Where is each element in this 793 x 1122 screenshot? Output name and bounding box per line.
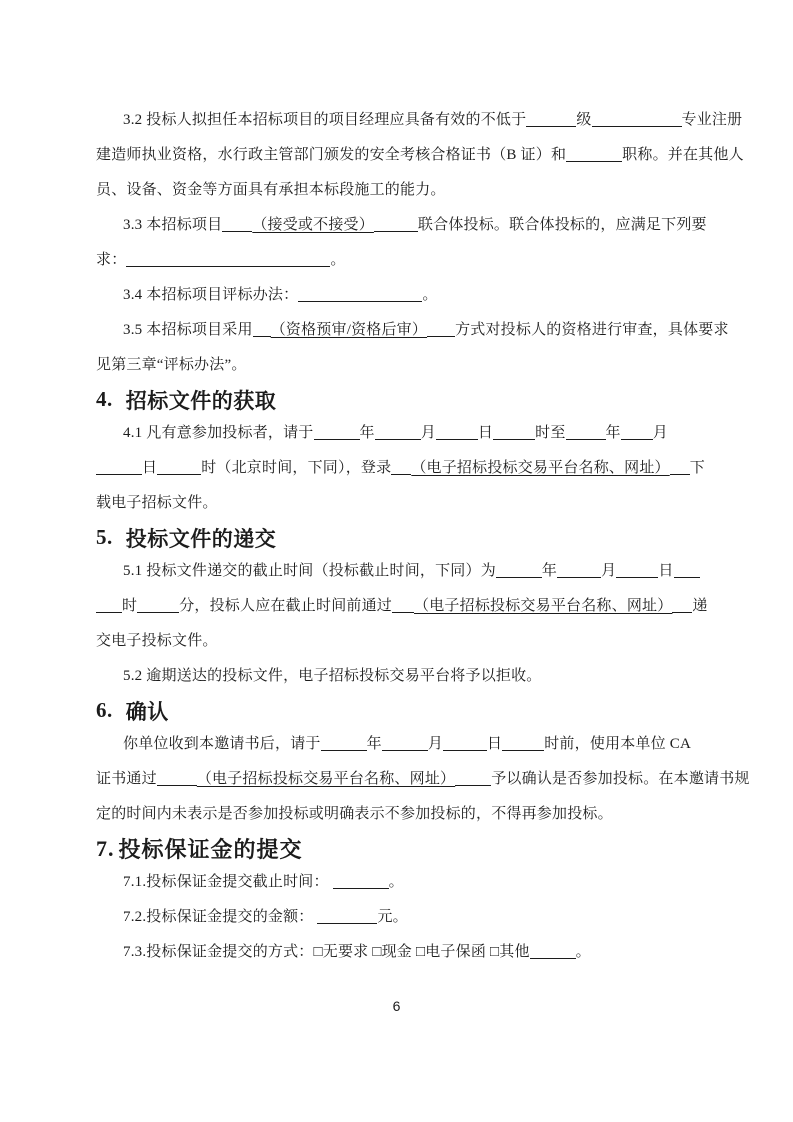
text-run: 求：	[96, 252, 127, 268]
blank-field	[672, 600, 692, 613]
checkbox-icon: □	[490, 944, 500, 960]
text-run: 证书通过	[96, 771, 157, 787]
clause-6-line	[96, 797, 697, 832]
heading-text: 招标文件的获取	[125, 388, 277, 413]
text-run: 月	[601, 563, 617, 579]
underlined-placeholder-text: （电子招标投标交易平台名称、网址）	[414, 598, 673, 614]
blank-field	[96, 462, 142, 475]
clause-7-3-line	[96, 935, 697, 970]
blank-field	[317, 911, 377, 924]
blank-field	[374, 219, 418, 232]
clause-6-line	[96, 762, 750, 797]
heading-number: 4.	[96, 387, 113, 411]
blank-field	[222, 219, 252, 232]
text-run: 。	[330, 252, 346, 268]
text-run: 7.1.投标保证金提交截止时间：	[123, 874, 333, 890]
text-run: 专业注册	[681, 112, 743, 128]
text-run: 年	[541, 563, 558, 579]
clause-3-2-line	[96, 173, 697, 208]
blank-field	[621, 427, 653, 440]
section-6-heading	[96, 694, 697, 727]
text-run: 予以确认是否参加投标。在本邀请书规	[491, 771, 750, 787]
text-run: 日	[477, 425, 494, 441]
clause-3-3-line	[96, 243, 697, 278]
clause-6-line	[96, 727, 697, 762]
clause-4-1-line	[96, 486, 697, 521]
text-run: 现金	[381, 944, 416, 960]
text-run: 时（北京时间，下同），登录	[201, 460, 392, 476]
text-run: 日	[487, 736, 503, 752]
blank-field	[391, 462, 411, 475]
underlined-placeholder-text: （接受或不接受）	[252, 217, 374, 233]
blank-field	[382, 738, 428, 751]
text-run: 3.5 本招标项目采用	[123, 322, 253, 338]
checkbox-icon: □	[415, 944, 426, 960]
text-run: 定的时间内未表示是否参加投标或明确表示不参加投标的，不得再参加投标。	[96, 806, 613, 822]
clause-3-2-line	[96, 103, 743, 138]
clause-4-1-line	[96, 416, 697, 451]
blank-field	[436, 427, 478, 440]
clause-3-2-line	[96, 138, 744, 173]
section-7-heading	[96, 832, 697, 865]
text-run: 5.2 逾期送达的投标文件，电子招标投标交易平台将予以拒收。	[123, 668, 542, 684]
blank-field	[427, 324, 455, 337]
heading-text: 确认	[125, 699, 169, 724]
text-run: 3.2 投标人拟担任本招标项目的项目经理应具备有效的不低于	[123, 112, 527, 128]
clause-3-3-line	[96, 208, 707, 243]
clause-5-1-line	[96, 589, 708, 624]
text-run: 员、设备、资金等方面具有承担本标段施工的能力。	[96, 182, 446, 198]
blank-field	[321, 738, 367, 751]
clause-5-1-line	[96, 554, 697, 589]
blank-field	[96, 600, 122, 613]
clause-5-1-line	[96, 624, 697, 659]
blank-field	[674, 565, 700, 578]
text-run: 。	[388, 874, 404, 890]
blank-field	[455, 773, 491, 786]
clause-7-1-line	[96, 865, 697, 900]
document-body	[96, 103, 750, 970]
clause-7-2-line	[96, 900, 697, 935]
text-run: 元。	[377, 909, 408, 925]
text-run: 方式对投标人的资格进行审查，具体要求	[455, 322, 729, 338]
blank-field	[526, 114, 576, 127]
blank-field	[333, 876, 389, 889]
blank-field	[670, 462, 690, 475]
text-run: 职称。并在其他人	[622, 147, 744, 163]
clause-5-2-line	[96, 659, 697, 694]
text-run: 下	[689, 460, 705, 476]
blank-field	[502, 738, 544, 751]
section-5-heading	[96, 521, 697, 554]
text-run: 年	[605, 425, 621, 441]
blank-field	[392, 600, 414, 613]
heading-number: 5.	[96, 525, 113, 549]
clause-4-1-line	[96, 451, 705, 486]
text-run: 日	[142, 460, 158, 476]
text-run: 无要求	[322, 944, 373, 960]
text-run: 年	[359, 425, 375, 441]
clause-3-5-line	[96, 313, 729, 348]
blank-field	[375, 427, 421, 440]
text-run: 3.3 本招标项目	[123, 217, 223, 233]
clause-3-4-line	[96, 278, 697, 313]
text-run: 4.1 凡有意参加投标者，请于	[123, 425, 314, 441]
text-run: 5.1 投标文件递交的截止时间（投标截止时间，下同）为	[123, 563, 496, 579]
text-run: 级	[576, 112, 592, 128]
blank-field	[157, 462, 201, 475]
text-run: 时前，使用本单位 CA	[544, 736, 692, 752]
text-run: 其他	[499, 944, 530, 960]
blank-field	[592, 114, 682, 127]
blank-field	[530, 946, 576, 959]
heading-text: 投标文件的递交	[125, 526, 277, 551]
text-run: 见第三章“评标办法”。	[96, 357, 247, 373]
text-run: 分，投标人应在截止时间前通过	[179, 598, 393, 614]
text-run: 7.2.投标保证金提交的金额：	[123, 909, 318, 925]
blank-field	[557, 565, 601, 578]
blank-field	[443, 738, 487, 751]
text-run: 联合体投标。联合体投标的，应满足下列要	[417, 217, 707, 233]
text-run: 载电子招标文件。	[96, 495, 218, 511]
blank-field	[566, 149, 622, 162]
text-run: 你单位收到本邀请书后，请于	[123, 736, 321, 752]
text-run: 递	[692, 598, 708, 614]
text-run: 。	[575, 944, 591, 960]
underlined-placeholder-text: （电子招标投标交易平台名称、网址）	[411, 460, 670, 476]
text-run: 3.4 本招标项目评标办法：	[123, 287, 299, 303]
text-run: 月	[652, 425, 668, 441]
text-run: 。	[422, 287, 438, 303]
heading-number: 6.	[96, 698, 113, 722]
text-run: 7.3.投标保证金提交的方式：	[123, 944, 314, 960]
blank-field	[157, 773, 197, 786]
blank-field	[616, 565, 658, 578]
text-run: 时至	[535, 425, 566, 441]
checkbox-icon: □	[372, 944, 382, 960]
underlined-placeholder-text: （电子招标投标交易平台名称、网址）	[196, 771, 456, 787]
text-run: 交电子投标文件。	[96, 633, 218, 649]
clause-3-5-line	[96, 348, 697, 383]
text-run: 日	[658, 563, 674, 579]
text-run: 月	[420, 425, 436, 441]
blank-field	[314, 427, 360, 440]
text-run: 时	[122, 598, 138, 614]
heading-text: 投标保证金的提交	[118, 837, 303, 862]
page-number: 6	[392, 998, 401, 1014]
checkbox-icon: □	[313, 944, 323, 960]
text-run: 年	[366, 736, 382, 752]
blank-field	[253, 324, 271, 337]
blank-field	[566, 427, 606, 440]
blank-field	[493, 427, 535, 440]
text-run: 月	[427, 736, 444, 752]
blank-field	[137, 600, 179, 613]
section-4-heading	[96, 383, 697, 416]
blank-field	[298, 289, 422, 302]
text-run: 电子保函	[425, 944, 490, 960]
text-run: 建造师执业资格，水行政主管部门颁发的安全考核合格证书（B 证）和	[96, 147, 567, 163]
blank-field	[496, 565, 542, 578]
underlined-placeholder-text: （资格预审/资格后审）	[270, 322, 428, 338]
blank-field	[126, 254, 330, 267]
heading-number: 7.	[96, 835, 115, 861]
